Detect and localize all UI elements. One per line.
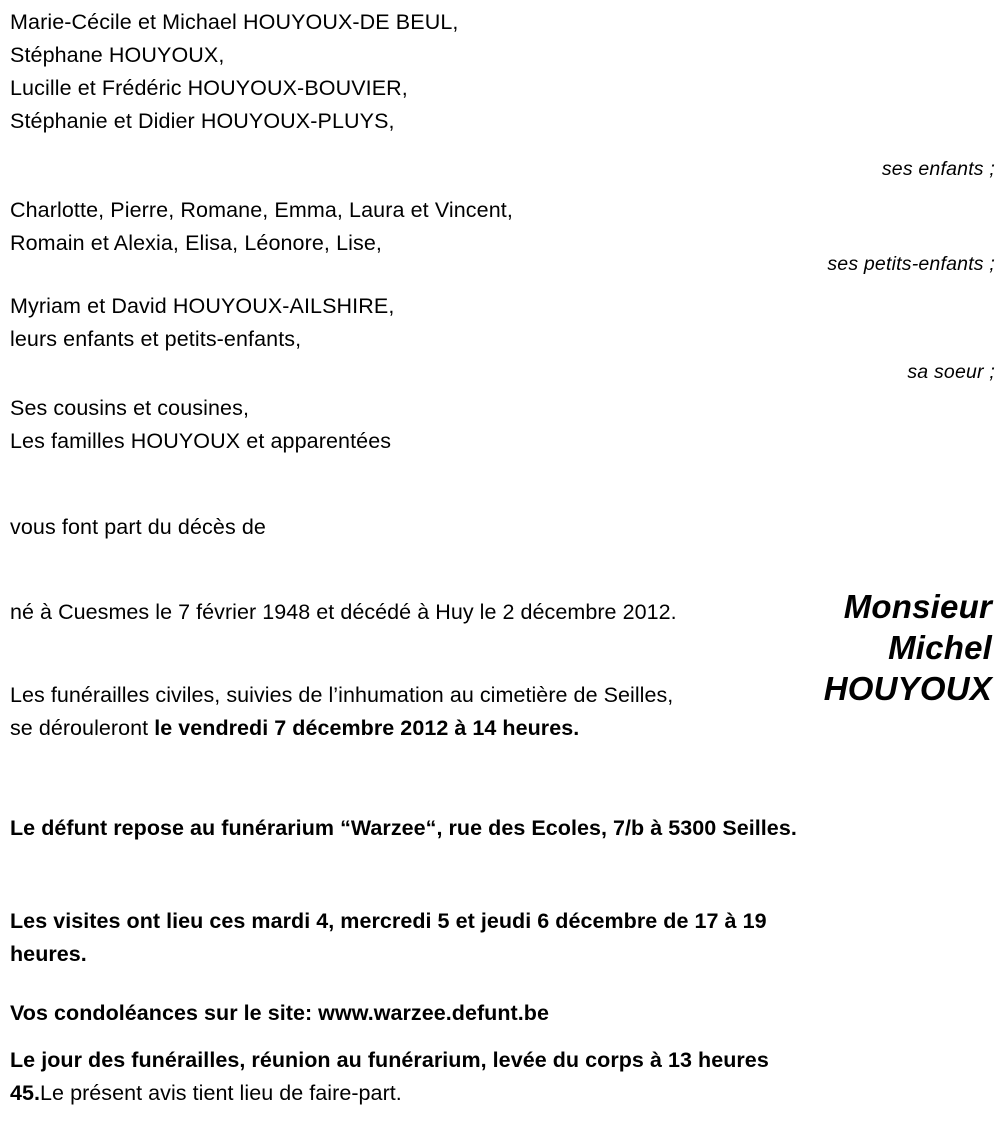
family-line: Stéphane HOUYOUX, — [10, 43, 225, 67]
family-line: Stéphanie et Didier HOUYOUX-PLUYS, — [10, 109, 395, 133]
family-line: Marie-Cécile et Michael HOUYOUX-DE BEUL, — [10, 10, 459, 34]
gathering-paragraph — [10, 1044, 812, 1110]
grandchildren-names-block — [10, 194, 710, 260]
family-line: Lucille et Frédéric HOUYOUX-BOUVIER, — [10, 76, 408, 100]
cousins-families-block — [10, 392, 710, 458]
funeral-paragraph — [10, 679, 682, 745]
grandchild-line: Charlotte, Pierre, Romane, Emma, Laura et Vincent, — [10, 198, 513, 222]
funeral-date-text: le vendredi 7 décembre 2012 à 14 heures. — [154, 716, 580, 740]
birth-death-paragraph: né à Cuesmes le 7 février 1948 et décédé à Huy le 2 décembre 2012. — [10, 600, 677, 624]
deceased-name-block — [692, 586, 992, 709]
announcement-text: vous font part du décès de — [10, 515, 266, 539]
visits-paragraph: Les visites ont lieu ces mardi 4, mercredi 5 et jeudi 6 décembre de 17 à 19 heures. — [10, 909, 767, 966]
gathering-text: Le jour des funérailles, réunion au funérarium, levée du corps à 13 heures 45. — [10, 1048, 769, 1105]
cousins-line: Ses cousins et cousines, — [10, 396, 250, 420]
cousins-line: Les familles HOUYOUX et apparentées — [10, 429, 392, 453]
announcement-block — [10, 511, 710, 544]
relation-label-sister: sa soeur ; — [907, 361, 995, 383]
condolences-paragraph: Vos condoléances sur le site: www.warzee.defunt.be — [10, 1001, 549, 1025]
closing-text: Le présent avis tient lieu de faire-part. — [40, 1081, 402, 1105]
sister-line: leurs enfants et petits-enfants, — [10, 327, 302, 351]
relation-label-grandchildren: ses petits-enfants ; — [827, 253, 995, 275]
children-names-block — [10, 6, 710, 138]
deceased-last-name: HOUYOUX — [823, 670, 992, 707]
funeral-intro-text: Les funérailles civiles, suivies de l’inhumation au cimetière de Seilles, se dérouleront — [10, 683, 674, 740]
sister-line: Myriam et David HOUYOUX-AILSHIRE, — [10, 294, 395, 318]
relation-label-children: ses enfants ; — [881, 158, 995, 180]
sister-names-block — [10, 290, 710, 356]
deceased-first-name: Michel — [888, 629, 992, 666]
repose-paragraph: Le défunt repose au funérarium “Warzee“, rue des Ecoles, 7/b à 5300 Seilles. — [10, 816, 797, 840]
deceased-title: Monsieur — [843, 588, 992, 625]
grandchild-line: Romain et Alexia, Elisa, Léonore, Lise, — [10, 231, 382, 255]
